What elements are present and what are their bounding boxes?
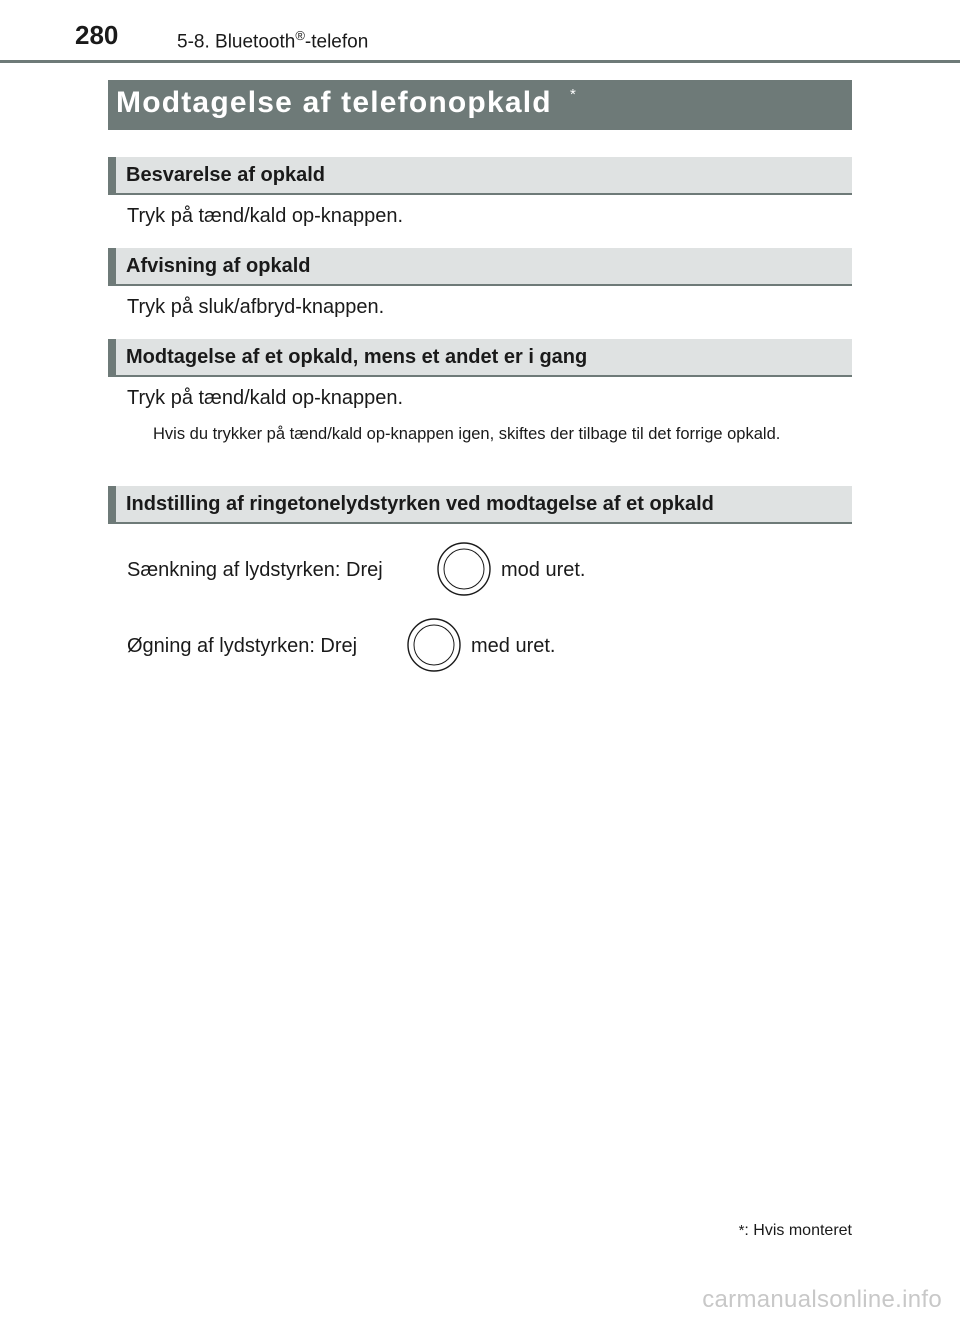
section-title: Modtagelse af et opkald, mens et andet er i gang xyxy=(126,346,588,368)
section-body-call-waiting: Tryk på tænd/kald op-knappen. xyxy=(127,387,404,409)
volume-increase-instruction xyxy=(127,616,587,676)
volume-decrease-instruction xyxy=(127,540,647,600)
header-divider xyxy=(0,60,960,63)
watermark: carmanualsonline.info xyxy=(702,1286,942,1313)
page-number: 280 xyxy=(75,20,119,50)
footnote-asterisk: * xyxy=(738,1222,745,1239)
volume-decrease-text: Sænkning af lydstyrken: Drej xyxy=(127,559,383,581)
volume-increase-direction: med uret. xyxy=(471,635,556,657)
knob-clockwise-icon xyxy=(405,616,463,674)
title-asterisk: * xyxy=(570,86,576,103)
section-body-reject: Tryk på sluk/afbryd-knappen. xyxy=(127,296,385,318)
page-title: Modtagelse af telefonopkald xyxy=(116,86,552,119)
section-note-call-waiting: Hvis du trykker på tænd/kald op-knappen igen, skiftes der tilbage til det forrige opkald. xyxy=(153,425,781,443)
chapter-suffix: -telefon xyxy=(304,31,369,53)
section-heading-call-waiting xyxy=(108,339,852,377)
page-title-bar xyxy=(108,80,852,130)
page-header xyxy=(0,0,960,64)
section-heading-reject xyxy=(108,248,852,286)
volume-decrease-direction: mod uret. xyxy=(501,559,586,581)
registered-mark: ® xyxy=(295,28,305,43)
footnote xyxy=(739,1222,852,1240)
volume-increase-text: Øgning af lydstyrken: Drej xyxy=(127,635,358,657)
knob-counterclockwise-icon xyxy=(435,540,493,598)
chapter-prefix: 5-8. Bluetooth xyxy=(177,31,296,53)
chapter-title xyxy=(177,28,368,53)
section-title: Afvisning af opkald xyxy=(126,255,311,277)
section-heading-ringtone-volume xyxy=(108,486,852,524)
section-body-answer: Tryk på tænd/kald op-knappen. xyxy=(127,205,404,227)
footnote-text: : Hvis monteret xyxy=(744,1222,852,1239)
section-title: Besvarelse af opkald xyxy=(126,164,325,186)
section-heading-answer xyxy=(108,157,852,195)
section-title: Indstilling af ringetonelydstyrken ved modtagelse af et opkald xyxy=(126,493,714,515)
